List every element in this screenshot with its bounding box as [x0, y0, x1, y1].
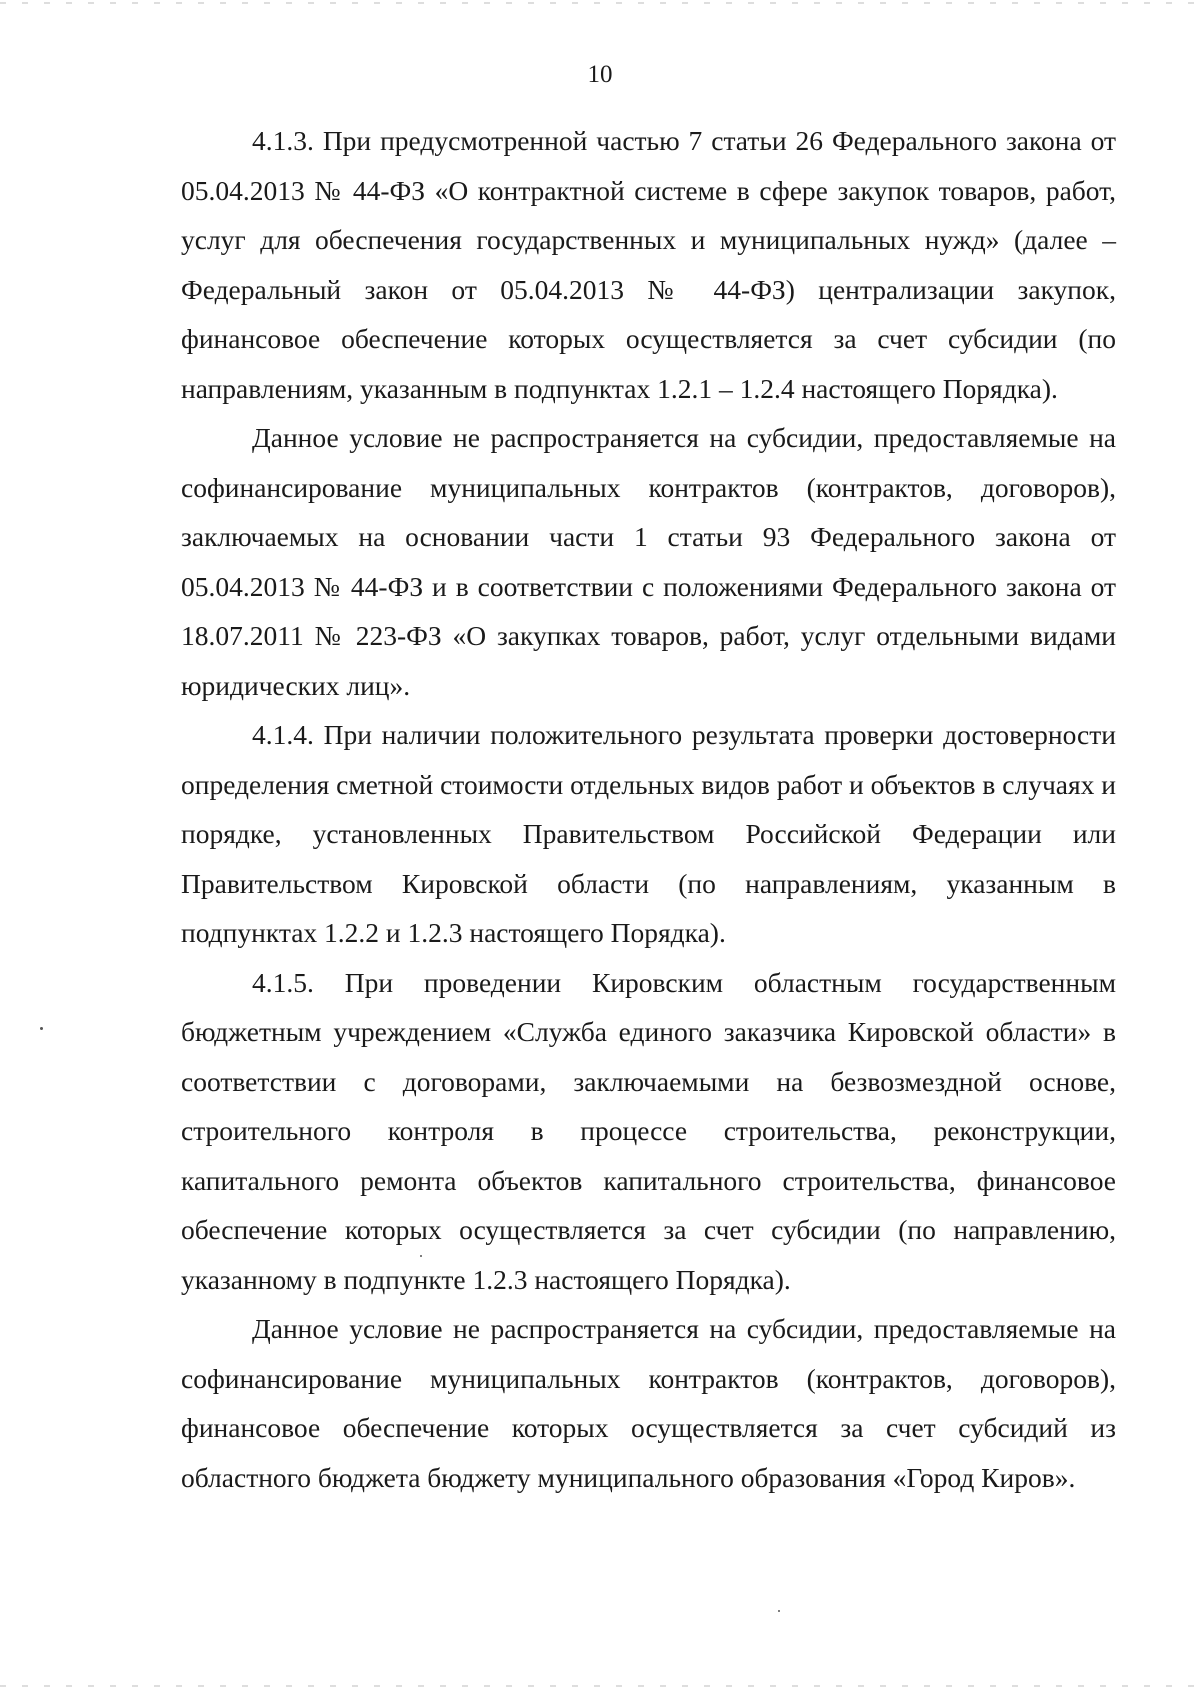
- scan-speck: [40, 1027, 43, 1030]
- scan-edge-bottom: [0, 1685, 1200, 1687]
- page-number: 10: [587, 61, 613, 88]
- scan-speck: [778, 1610, 780, 1612]
- paragraph-4-1-5: 4.1.5. При проведении Кировским областным государственным бюджетным учреждением «Служба единого заказчика Кировской области» в соответствии с договорами, заключаемыми на безвозмездной основе, строительного контроля в процессе строительства, реконструкции, капитального ремонта объектов капитального строительства, финансовое обеспечение которых осуществляется за счет субсидии (по направлению, указанному в подпункте 1.2.3 настоящего Порядка).: [181, 966, 1116, 1295]
- paragraph-4-1-4: 4.1.4. При наличии положительного результата проверки достоверности определения сметной стоимости отдельных видов работ и объектов в случаях и порядке, установленных Правительством Российской Федерации или Правительством Кировской области (по направлениям, указанным в подпунктах 1.2.2 и 1.2.3 настоящего Порядка).: [181, 719, 1116, 948]
- document-body: [181, 116, 1116, 1502]
- scan-speck: [420, 1255, 422, 1257]
- scan-edge-top: [0, 2, 1200, 4]
- paragraph-4-1-3: 4.1.3. При предусмотренной частью 7 статьи 26 Федерального закона от 05.04.2013 № 44-ФЗ «О контрактной системе в сфере закупок товаров, работ, услуг для обеспечения государственных и муниципальных нужд» (далее – Федеральный закон от 05.04.2013 № 44-ФЗ) централизации закупок, финансовое обеспечение которых осуществляется за счет субсидии (по направлениям, указанным в подпунктах 1.2.1 – 1.2.4 настоящего Порядка).: [181, 125, 1116, 404]
- paragraph-4-1-5-exception: Данное условие не распространяется на субсидии, предоставляемые на софинансирование муниципальных контрактов (контрактов, договоров), финансовое обеспечение которых осуществляется за счет субсидий из областного бюджета бюджету муниципального образования «Город Киров».: [181, 1313, 1116, 1493]
- paragraph-4-1-3-exception: Данное условие не распространяется на субсидии, предоставляемые на софинансирование муниципальных контрактов (контрактов, договоров), заключаемых на основании части 1 статьи 93 Федерального закона от 05.04.2013 № 44-ФЗ и в соответствии с положениями Федерального закона от 18.07.2011 № 223-ФЗ «О закупках товаров, работ, услуг отдельными видами юридических лиц».: [181, 422, 1116, 701]
